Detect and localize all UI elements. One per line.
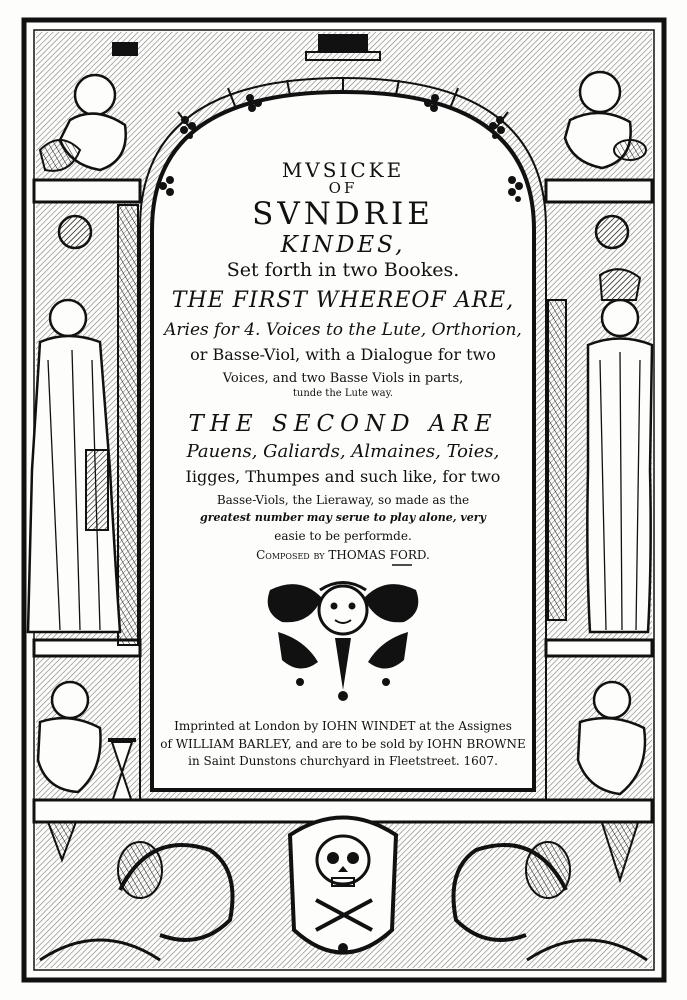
imprint-line-1: Imprinted at London by IOHN WINDET at the Assignes: [174, 719, 512, 733]
skull-crossbones-cartouche: [290, 818, 396, 954]
first-book-line-4: tunde the Lute way.: [292, 388, 394, 399]
first-book-line-1: Aries for 4. Voices to the Lute, Orthorion,: [164, 320, 522, 340]
subtitle-two-bookes: Set forth in two Bookes.: [226, 259, 460, 281]
heading-first-book: THE FIRST WHEREOF ARE,: [171, 288, 515, 313]
second-book-line-4: greatest number may serue to play alone, very: [200, 511, 486, 524]
first-book-line-3: Voices, and two Basse Viols in parts,: [222, 371, 464, 386]
second-book-line-1: Pauens, Galiards, Almaines, Toies,: [186, 441, 500, 462]
second-book-line-3: Basse-Viols, the Lieraway, so made as the: [216, 493, 470, 507]
title-line-musicke: MVSICKE: [281, 158, 405, 182]
composer-line: Composed by THOMAS FORD.: [256, 548, 430, 562]
first-book-line-2: or Basse-Viol, with a Dialogue for two: [190, 345, 496, 364]
second-book-line-2: Iigges, Thumpes and such like, for two: [185, 467, 501, 486]
title-line-sundrie: SVNDRIE: [252, 196, 434, 232]
imprint-line-2: of WILLIAM BARLEY, and are to be sold by IOHN BROWNE: [160, 737, 526, 751]
second-book-line-5: easie to be performde.: [274, 529, 412, 543]
imprint-line-3: in Saint Dunstons churchyard in Fleetstreet. 1607.: [188, 754, 498, 768]
title-line-of: OF: [328, 179, 358, 197]
heading-second-book: THE SECOND ARE: [188, 411, 498, 437]
title-line-kindes: KINDES,: [280, 232, 406, 258]
